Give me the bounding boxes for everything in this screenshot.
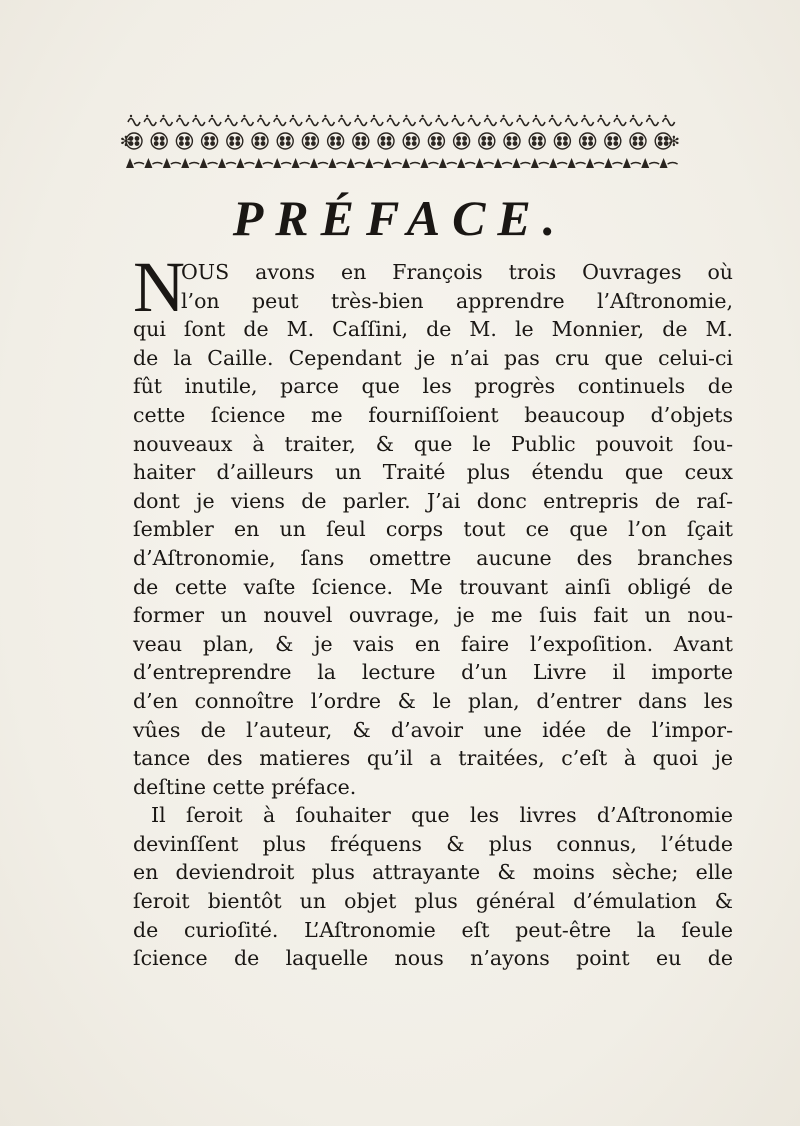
text-line: ſcience de laquelle nous n’ayons point eu de	[133, 946, 733, 971]
svg-text:✻: ✻	[668, 134, 680, 150]
text-line: de curioſité. L’Aſtronomie eſt peut-être la ſeule	[133, 917, 733, 942]
text-line: OUS avons en François trois Ouvrages où	[181, 260, 733, 284]
text-line: d’entreprendre la lecture d’un Livre il importe	[133, 660, 733, 685]
text-line: l’on peut très-bien apprendre l’Aſtronomie,	[181, 288, 733, 313]
text-line: ſembler en un ſeul corps tout ce que l’on ſçait	[133, 517, 733, 542]
text-line: Il ſeroit à ſouhaiter que les livres d’Aſtronomie	[151, 803, 733, 828]
text-line: de la Caille. Cependant je n’ai pas cru que celui-ci	[133, 345, 733, 370]
text-line: deſtine cette préface.	[133, 774, 357, 799]
text-line: nouveaux à traiter, & que le Public pouvoit ſou-	[133, 431, 733, 456]
preface-body	[133, 247, 733, 973]
text-line: de cette vaſte ſcience. Me trouvant ainſi obligé de	[133, 574, 733, 599]
page-title: PRÉFACE.	[232, 190, 568, 246]
text-line: ſeroit bientôt un objet plus général d’émulation &	[133, 889, 733, 914]
text-line: en deviendroit plus attrayante & moins sèche; elle	[133, 860, 733, 885]
text-line: qui ſont de M. Caſſini, de M. le Monnier, de M.	[133, 317, 733, 342]
text-line: devinſſent plus fréquens & plus connus, l’étude	[133, 831, 733, 856]
text-line: vûes de l’auteur, & d’avoir une idée de l’impor-	[133, 717, 733, 742]
text-line: tance des matieres qu’il a traitées, c’eſt à quoi je	[133, 746, 733, 771]
text-line: dont je viens de parler. J’ai donc entrepris de raſ-	[133, 488, 733, 513]
text-line: veau plan, & je vais en faire l’expoſition. Avant	[133, 631, 733, 656]
svg-text:✻: ✻	[120, 134, 132, 150]
decorative-headpiece	[120, 112, 682, 172]
text-line: former un nouvel ouvrage, je me ſuis fait un nou-	[133, 603, 733, 628]
text-line: fût inutile, parce que les progrès continuels de	[133, 374, 733, 399]
text-line: haiter d’ailleurs un Traité plus étendu que ceux	[133, 460, 733, 485]
text-line: cette ſcience me fourniſſoient beaucoup d’objets	[133, 402, 733, 427]
text-line: d’Aſtronomie, ſans omettre aucune des branches	[133, 545, 733, 570]
drop-cap: N	[133, 247, 185, 327]
text-line: d’en connoître l’ordre & le plan, d’entrer dans les	[133, 688, 733, 713]
